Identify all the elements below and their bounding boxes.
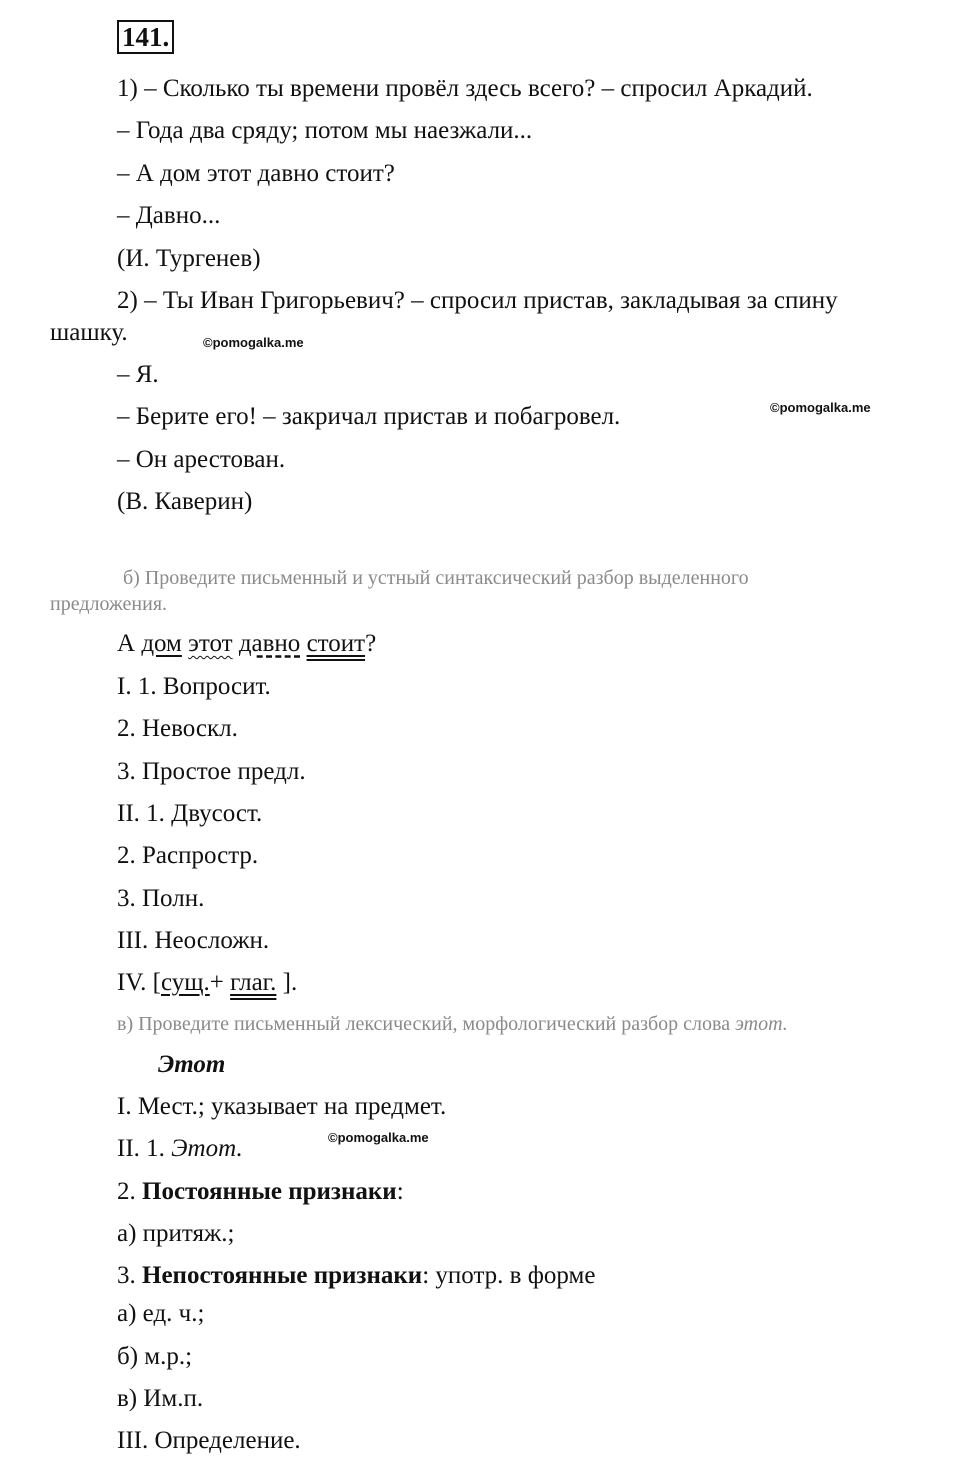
analysis-row: I. 1. Вопросит.: [117, 673, 271, 700]
constant-features-label: Постоянные признаки: [142, 1178, 397, 1205]
morph-initial-label: II. 1.: [117, 1135, 172, 1162]
variable-features-text: : употр. в форме: [422, 1262, 596, 1289]
task-v: [117, 1012, 788, 1036]
dialogue1-author: (И. Тургенев): [117, 245, 261, 272]
dialogue1-line3: – А дом этот давно стоит?: [117, 160, 395, 187]
watermark: ©pomogalka.me: [770, 400, 871, 415]
dialogue1-line1: 1) – Сколько ты времени провёл здесь всего? – спросил Аркадий.: [117, 75, 813, 102]
morph-initial-form: [117, 1134, 243, 1164]
dialogue1-line2: – Года два сряду; потом мы наезжали...: [117, 117, 533, 144]
watermark: ©pomogalka.me: [203, 335, 304, 350]
morph-heading: Этот: [158, 1051, 226, 1078]
task-v-word: этот.: [735, 1013, 788, 1035]
analysis-row: III. Неосложн.: [117, 927, 270, 954]
morph-row: б) м.р.;: [117, 1343, 193, 1370]
scheme-close: ].: [276, 969, 298, 996]
dialogue2-line3: – Берите его! – закричал пристав и побагровел.: [117, 403, 621, 430]
dialogue2-line1-wrap: шашку.: [50, 319, 128, 346]
sentence-adverbial: давно: [238, 630, 301, 657]
sentence-subject: дом: [141, 630, 182, 657]
morph-constant-heading: [117, 1177, 404, 1207]
sentence-end: ?: [365, 630, 377, 657]
scheme-noun: сущ.: [160, 969, 210, 996]
task-v-text: в) Проведите письменный лексический, морфологический разбор слова: [117, 1013, 736, 1035]
dialogue2-line4: – Он арестован.: [117, 446, 286, 473]
morph-variable-heading: [117, 1261, 595, 1291]
watermark: ©pomogalka.me: [328, 1130, 429, 1145]
scheme-verb: глаг.: [230, 969, 277, 996]
colon: :: [396, 1178, 404, 1205]
morph-row: а) притяж.;: [117, 1220, 235, 1247]
analysis-row: 3. Полн.: [117, 885, 205, 912]
highlighted-sentence: [117, 629, 376, 659]
scheme-open: IV. [: [117, 969, 161, 996]
num: 3.: [117, 1262, 142, 1289]
morph-row: III. Определение.: [117, 1427, 301, 1454]
morph-row: а) ед. ч.;: [117, 1300, 205, 1327]
analysis-row: 3. Простое предл.: [117, 758, 306, 785]
exercise-number: 141.: [117, 20, 174, 54]
analysis-row: 2. Невоскл.: [117, 715, 238, 742]
dialogue2-author: (В. Каверин): [117, 488, 253, 515]
task-b-line1: б) Проведите письменный и устный синтаксический разбор выделенного: [123, 567, 749, 589]
dialogue2-line2: – Я.: [117, 361, 159, 388]
morph-row: в) Им.п.: [117, 1385, 204, 1412]
analysis-row: II. 1. Двусост.: [117, 800, 263, 827]
variable-features-label: Непостоянные признаки: [142, 1262, 423, 1289]
analysis-row: 2. Распростр.: [117, 842, 259, 869]
morph-initial-word: Этот.: [171, 1135, 243, 1162]
task-b-line2: предложения.: [50, 593, 168, 615]
sentence-predicate: стоит: [306, 630, 366, 657]
sentence-word-a: А: [117, 630, 136, 657]
sentence-determiner: этот: [188, 630, 233, 657]
dialogue1-line4: – Давно...: [117, 202, 221, 229]
sentence-scheme: [117, 968, 297, 998]
scheme-plus: +: [209, 969, 231, 996]
num: 2.: [117, 1178, 142, 1205]
dialogue2-line1: 2) – Ты Иван Григорьевич? – спросил пристав, закладывая за спину: [117, 287, 838, 314]
morph-row: I. Мест.; указывает на предмет.: [117, 1093, 447, 1120]
